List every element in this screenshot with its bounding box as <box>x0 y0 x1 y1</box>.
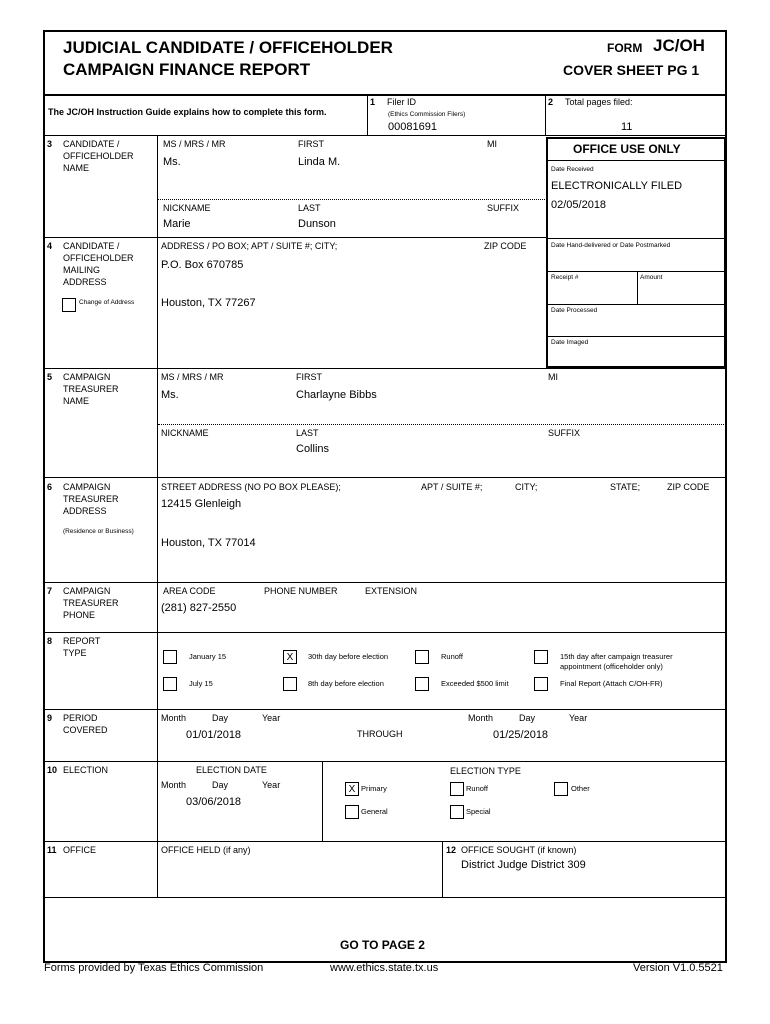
suffix-label: SUFFIX <box>548 428 581 438</box>
divider <box>158 424 726 425</box>
report-type-15th-label: 15th day after campaign treasurer <box>560 652 673 661</box>
divider <box>43 582 727 583</box>
day-label: Day <box>212 713 229 723</box>
section-4-label: CANDIDATE / <box>63 241 120 251</box>
label-column-divider <box>157 136 158 897</box>
office-sought-value[interactable]: District Judge District 309 <box>461 859 586 871</box>
hand-delivered-label: Date Hand-delivered or Date Postmarked <box>551 242 671 249</box>
year-label: Year <box>569 713 588 723</box>
year-label: Year <box>262 713 281 723</box>
section-3-label: NAME <box>63 163 90 173</box>
report-type-jan15-checkbox[interactable] <box>163 650 177 664</box>
mailing-address-line2[interactable]: Houston, TX 77267 <box>161 297 256 309</box>
month-label: Month <box>468 713 494 723</box>
month-label: Month <box>161 780 187 790</box>
divider <box>547 238 725 239</box>
total-pages-value[interactable]: 11 <box>621 121 633 133</box>
section-5-label: NAME <box>63 396 90 406</box>
footer-website[interactable]: www.ethics.state.tx.us <box>330 962 439 974</box>
divider <box>545 95 546 136</box>
report-type-jul15-checkbox[interactable] <box>163 677 177 691</box>
report-type-final-checkbox[interactable] <box>534 677 548 691</box>
section-3-label: OFFICEHOLDER <box>63 151 134 161</box>
divider <box>367 95 368 136</box>
footer-provider: Forms provided by Texas Ethics Commission <box>44 962 264 974</box>
section-5-number: 5 <box>47 372 53 382</box>
section-10-label: ELECTION <box>63 765 109 775</box>
last-name-label: LAST <box>296 428 319 438</box>
instruction-text: The JC/OH Instruction Guide explains how to complete this form. <box>48 107 327 117</box>
first-name-label: FIRST <box>298 139 324 149</box>
receipt-label: Receipt # <box>551 274 579 281</box>
report-type-8th-checkbox[interactable] <box>283 677 297 691</box>
filer-id-label: Filer ID <box>387 97 416 107</box>
section-6-sub: (Residence or Business) <box>63 528 134 535</box>
section-8-number: 8 <box>47 636 53 646</box>
candidate-first-name[interactable]: Linda M. <box>298 156 341 168</box>
office-use-title: OFFICE USE ONLY <box>573 142 681 156</box>
divider <box>637 271 638 304</box>
divider <box>43 94 727 96</box>
section-10-number: 10 <box>47 765 58 775</box>
last-name-label: LAST <box>298 203 321 213</box>
report-type-runoff-checkbox[interactable] <box>415 650 429 664</box>
section-6-number: 6 <box>47 482 53 492</box>
nickname-label: NICKNAME <box>163 203 211 213</box>
divider <box>442 842 443 897</box>
divider <box>158 199 545 200</box>
section-12-label: OFFICE SOUGHT (if known) <box>461 845 577 855</box>
report-type-runoff-label: Runoff <box>441 652 463 661</box>
election-special-checkbox[interactable] <box>450 805 464 819</box>
date-received-label: Date Received <box>551 166 594 173</box>
nickname-label: NICKNAME <box>161 428 209 438</box>
office-held-label: OFFICE HELD (if any) <box>161 845 251 855</box>
mi-label: MI <box>548 372 558 382</box>
form-title-line1: JUDICIAL CANDIDATE / OFFICEHOLDER <box>63 38 393 57</box>
total-pages-number: 2 <box>548 97 554 107</box>
mailing-address-line1[interactable]: P.O. Box 670785 <box>161 259 244 271</box>
divider <box>547 271 725 272</box>
divider <box>43 841 727 842</box>
section-8-label: TYPE <box>63 648 87 658</box>
form-word: FORM <box>607 41 643 55</box>
period-from-date[interactable]: 01/01/2018 <box>186 729 242 741</box>
first-name-label: FIRST <box>296 372 322 382</box>
report-type-final-label: Final Report (Attach C/OH-FR) <box>560 679 663 688</box>
prefix-label: MS / MRS / MR <box>163 139 226 149</box>
section-6-label: TREASURER <box>63 494 119 504</box>
election-general-checkbox[interactable] <box>345 805 359 819</box>
filer-id-value[interactable]: 00081691 <box>388 121 437 133</box>
month-label: Month <box>161 713 187 723</box>
candidate-nickname[interactable]: Marie <box>163 218 191 230</box>
election-primary-label: Primary <box>361 784 387 793</box>
treasurer-phone[interactable]: (281) 827-2550 <box>161 602 237 614</box>
footer-version: Version V1.0.5521 <box>633 962 723 974</box>
election-general-label: General <box>361 807 388 816</box>
election-date-label: ELECTION DATE <box>196 765 267 775</box>
report-type-jul15-label: July 15 <box>189 679 213 688</box>
report-type-30th-label: 30th day before election <box>308 652 389 661</box>
section-4-label: ADDRESS <box>63 277 107 287</box>
date-imaged-label: Date Imaged <box>551 339 589 346</box>
section-12-number: 12 <box>446 845 457 855</box>
section-7-label: TREASURER <box>63 598 119 608</box>
day-label: Day <box>519 713 536 723</box>
treasurer-first-name[interactable]: Charlayne Bibbs <box>296 389 377 401</box>
treasurer-last-name[interactable]: Collins <box>296 443 330 455</box>
city-label: CITY; <box>515 482 538 492</box>
form-code: JC/OH <box>653 36 705 55</box>
section-7-label: CAMPAIGN <box>63 586 111 596</box>
zip-label: ZIP CODE <box>484 241 527 251</box>
section-6-label: CAMPAIGN <box>63 482 111 492</box>
candidate-prefix[interactable]: Ms. <box>163 156 181 168</box>
election-primary-checkbox[interactable]: X <box>345 782 359 796</box>
divider <box>43 709 727 710</box>
date-processed-label: Date Processed <box>551 307 598 314</box>
section-7-label: PHONE <box>63 610 96 620</box>
section-9-label: PERIOD <box>63 713 98 723</box>
report-type-jan15-label: January 15 <box>189 652 227 661</box>
section-11-label: OFFICE <box>63 845 96 855</box>
prefix-label: MS / MRS / MR <box>161 372 224 382</box>
year-label: Year <box>262 780 281 790</box>
election-date-value[interactable]: 03/06/2018 <box>186 796 242 808</box>
suffix-label: SUFFIX <box>487 203 520 213</box>
election-other-label: Other <box>571 784 590 793</box>
section-4-label: MAILING <box>63 265 101 275</box>
change-of-address-checkbox[interactable] <box>62 298 76 312</box>
section-4-number: 4 <box>47 241 53 251</box>
divider <box>43 761 727 762</box>
form-title-line2: CAMPAIGN FINANCE REPORT <box>63 60 311 79</box>
election-special-label: Special <box>466 807 491 816</box>
divider <box>43 368 727 369</box>
report-type-15th-checkbox[interactable] <box>534 650 548 664</box>
election-type-label: ELECTION TYPE <box>450 766 521 776</box>
divider <box>547 336 725 337</box>
treasurer-prefix[interactable]: Ms. <box>161 389 179 401</box>
section-9-label: COVERED <box>63 725 108 735</box>
section-6-label: ADDRESS <box>63 506 107 516</box>
divider <box>43 632 727 633</box>
divider <box>322 762 323 841</box>
election-runoff-checkbox[interactable] <box>450 782 464 796</box>
section-11-number: 11 <box>47 845 57 855</box>
phone-number-label: PHONE NUMBER <box>264 586 338 596</box>
section-4-label: OFFICEHOLDER <box>63 253 134 263</box>
total-pages-label: Total pages filed: <box>565 97 633 107</box>
area-code-label: AREA CODE <box>163 586 216 596</box>
zip-label: ZIP CODE <box>667 482 710 492</box>
address-label: ADDRESS / PO BOX; APT / SUITE #; CITY; <box>161 241 338 251</box>
amount-label: Amount <box>640 274 663 281</box>
extension-label: EXTENSION <box>365 586 418 596</box>
section-3-label: CANDIDATE / <box>63 139 120 149</box>
divider <box>43 477 727 478</box>
report-type-15th-label: appointment (officeholder only) <box>560 662 663 671</box>
through-label: THROUGH <box>357 729 403 739</box>
election-runoff-label: Runoff <box>466 784 488 793</box>
treasurer-address-line1[interactable]: 12415 Glenleigh <box>161 498 242 510</box>
cover-sheet-label: COVER SHEET PG 1 <box>563 62 700 78</box>
section-5-label: CAMPAIGN <box>63 372 111 382</box>
report-type-8th-label: 8th day before election <box>308 679 384 688</box>
divider <box>43 897 727 898</box>
street-label: STREET ADDRESS (NO PO BOX PLEASE); <box>161 482 341 492</box>
go-to-page-2: GO TO PAGE 2 <box>340 938 425 952</box>
divider <box>547 304 725 305</box>
treasurer-address-line2[interactable]: Houston, TX 77014 <box>161 537 256 549</box>
report-type-500-checkbox[interactable] <box>415 677 429 691</box>
candidate-last-name[interactable]: Dunson <box>298 218 336 230</box>
report-type-500-label: Exceeded $500 limit <box>441 679 509 688</box>
mi-label: MI <box>487 139 497 149</box>
filer-id-number: 1 <box>370 97 376 107</box>
state-label: STATE; <box>610 482 641 492</box>
divider <box>547 160 725 161</box>
received-status: ELECTRONICALLY FILED <box>551 180 683 192</box>
section-3-number: 3 <box>47 139 53 149</box>
divider <box>43 237 546 238</box>
section-5-label: TREASURER <box>63 384 119 394</box>
day-label: Day <box>212 780 229 790</box>
apt-label: APT / SUITE #; <box>421 482 483 492</box>
change-of-address-label: Change of Address <box>79 299 135 306</box>
received-date: 02/05/2018 <box>551 199 607 211</box>
election-other-checkbox[interactable] <box>554 782 568 796</box>
section-9-number: 9 <box>47 713 53 723</box>
filer-id-sub: (Ethics Commission Filers) <box>388 111 466 118</box>
divider <box>43 135 727 136</box>
section-7-number: 7 <box>47 586 53 596</box>
report-type-30th-checkbox[interactable]: X <box>283 650 297 664</box>
period-to-date[interactable]: 01/25/2018 <box>493 729 549 741</box>
section-8-label: REPORT <box>63 636 101 646</box>
